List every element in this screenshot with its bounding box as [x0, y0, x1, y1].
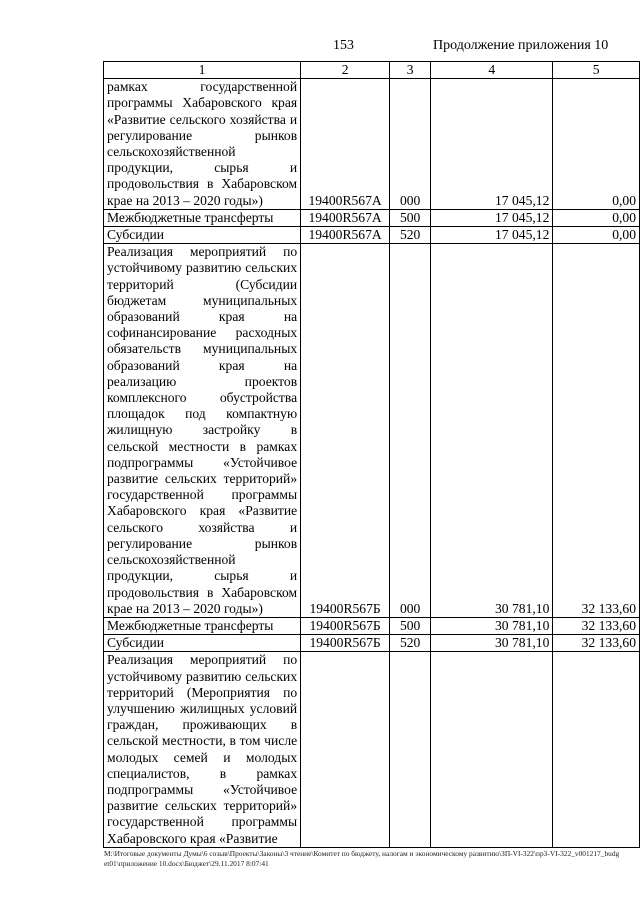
table-row [104, 244, 640, 618]
column-number: 2 [301, 62, 390, 79]
row-name: Реализация мероприятий по устойчивому развитию сельских территорий (Субсидии бюджетам муниципальных образований края на софинансирование расходных обязательств муниципальных образований края на реализацию проектов комплексного обустройства площадок под компактную жилищную застройку в сельской местности в рамках подпрограммы «Устойчивое развитие сельских территорий» государственной программы Хабаровского края «Развитие сельского хозяйства и регулирование рынков сельскохозяйственной продукции, сырья и продовольствия в Хабаровском крае на 2013 – 2020 годы») [104, 244, 301, 618]
target-article-code: 19400R567Б [301, 635, 390, 652]
row-name: Межбюджетные трансферты [104, 209, 301, 226]
column-number: 3 [390, 62, 431, 79]
amount-year-1: 17 045,12 [431, 227, 553, 244]
column-number: 1 [104, 62, 301, 79]
amount-year-2: 32 133,60 [553, 617, 640, 634]
table-row [104, 227, 640, 244]
file-path-footer: М:\Итоговые документы Думы\6 созыв\Проекты\Законы\3 чтение\Комитет по бюджету, налогам и экономическому развитию\ЗП-VI-322\пр3-VI-322_v001217_budget01\приложение 10.docx\Бюджет\29.11.2017 8:07:41 [104, 849, 620, 868]
amount-year-2: 0,00 [553, 227, 640, 244]
expense-kind-code: 000 [390, 79, 431, 210]
amount-year-1: 30 781,10 [431, 635, 553, 652]
expense-kind-code [390, 652, 431, 847]
table-row [104, 617, 640, 634]
amount-year-2: 32 133,60 [553, 635, 640, 652]
column-number: 4 [431, 62, 553, 79]
table-row [104, 635, 640, 652]
row-name: Субсидии [104, 635, 301, 652]
amount-year-2: 32 133,60 [553, 244, 640, 618]
amount-year-1: 17 045,12 [431, 209, 553, 226]
table-row [104, 209, 640, 226]
amount-year-2 [553, 652, 640, 847]
column-number-row [104, 62, 640, 79]
expense-kind-code: 520 [390, 635, 431, 652]
amount-year-1 [431, 652, 553, 847]
amount-year-1: 30 781,10 [431, 244, 553, 618]
target-article-code: 19400R567A [301, 209, 390, 226]
amount-year-1: 17 045,12 [431, 79, 553, 210]
amount-year-2: 0,00 [553, 79, 640, 210]
amount-year-1: 30 781,10 [431, 617, 553, 634]
row-name: рамках государственной программы Хабаровского края «Развитие сельского хозяйства и регулирование рынков сельскохозяйственной продукции, сырья и продовольствия в Хабаровском крае на 2013 – 2020 годы») [104, 79, 301, 210]
table-row [104, 652, 640, 847]
table-row [104, 79, 640, 210]
budget-table [103, 61, 640, 848]
row-name: Межбюджетные трансферты [104, 617, 301, 634]
expense-kind-code: 500 [390, 209, 431, 226]
target-article-code: 19400R567Б [301, 244, 390, 618]
amount-year-2: 0,00 [553, 209, 640, 226]
expense-kind-code: 000 [390, 244, 431, 618]
expense-kind-code: 500 [390, 617, 431, 634]
appendix-caption: Продолжение приложения 10 [433, 38, 609, 53]
row-name: Реализация мероприятий по устойчивому развитию сельских территорий (Мероприятия по улучшению жилищных условий граждан, проживающих в сельской местности, в том числе молодых семей и молодых специалистов, в рамках подпрограммы «Устойчивое развитие сельских территорий» государственной программы Хабаровского края «Развитие [104, 652, 301, 847]
target-article-code: 19400R567Б [301, 617, 390, 634]
row-name: Субсидии [104, 227, 301, 244]
target-article-code: 19400R567A [301, 79, 390, 210]
column-number: 5 [553, 62, 640, 79]
expense-kind-code: 520 [390, 227, 431, 244]
target-article-code: 19400R567A [301, 227, 390, 244]
target-article-code [301, 652, 390, 847]
page-number: 153 [333, 38, 354, 53]
